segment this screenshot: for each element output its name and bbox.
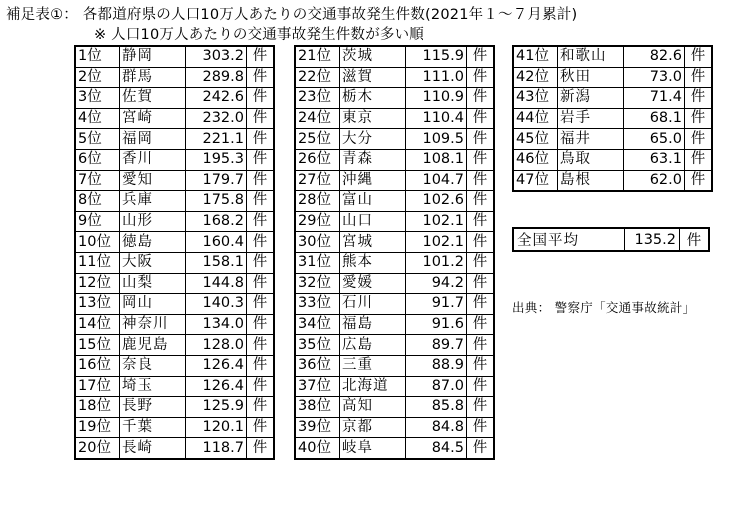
prefecture-cell: 岐阜 xyxy=(340,438,406,459)
prefecture-cell: 兵庫 xyxy=(120,191,186,212)
value-cell: 158.1 xyxy=(186,252,247,273)
table-row xyxy=(75,88,274,109)
prefecture-cell: 岡山 xyxy=(120,294,186,315)
table-row xyxy=(75,397,274,418)
value-cell: 88.9 xyxy=(406,355,467,376)
value-cell: 102.6 xyxy=(406,191,467,212)
rank-cell: 13位 xyxy=(75,294,120,315)
rank-cell: 30位 xyxy=(295,232,340,253)
rank-cell: 25位 xyxy=(295,129,340,150)
prefecture-cell: 富山 xyxy=(340,191,406,212)
value-cell: 68.1 xyxy=(624,108,685,129)
prefecture-cell: 三重 xyxy=(340,355,406,376)
rank-cell: 15位 xyxy=(75,335,120,356)
national-average-table xyxy=(512,227,710,252)
value-cell: 125.9 xyxy=(186,397,247,418)
value-cell: 126.4 xyxy=(186,355,247,376)
unit-cell: 件 xyxy=(247,232,275,253)
table-row xyxy=(75,211,274,232)
table-row xyxy=(75,108,274,129)
unit-cell: 件 xyxy=(685,170,713,191)
rank-cell: 33位 xyxy=(295,294,340,315)
prefecture-cell: 茨城 xyxy=(340,46,406,67)
table-row xyxy=(513,129,712,150)
rank-cell: 9位 xyxy=(75,211,120,232)
source-note: 出典： 警察庁「交通事故統計」 xyxy=(512,300,696,315)
value-cell: 144.8 xyxy=(186,273,247,294)
rank-cell: 11位 xyxy=(75,252,120,273)
table-row xyxy=(513,149,712,170)
table-row xyxy=(513,88,712,109)
prefecture-cell: 福井 xyxy=(558,129,624,150)
table-row xyxy=(75,314,274,335)
rank-cell: 40位 xyxy=(295,438,340,459)
table-row xyxy=(75,438,274,459)
prefecture-cell: 京都 xyxy=(340,417,406,438)
prefecture-cell: 佐賀 xyxy=(120,88,186,109)
unit-cell: 件 xyxy=(247,252,275,273)
rank-cell: 31位 xyxy=(295,252,340,273)
unit-cell: 件 xyxy=(467,108,495,129)
table-row xyxy=(295,191,494,212)
rank-cell: 35位 xyxy=(295,335,340,356)
table-row xyxy=(295,232,494,253)
value-cell: 110.4 xyxy=(406,108,467,129)
value-cell: 63.1 xyxy=(624,149,685,170)
value-cell: 84.8 xyxy=(406,417,467,438)
rank-cell: 44位 xyxy=(513,108,558,129)
prefecture-cell: 新潟 xyxy=(558,88,624,109)
value-cell: 108.1 xyxy=(406,149,467,170)
rank-cell: 16位 xyxy=(75,355,120,376)
unit-cell: 件 xyxy=(467,46,495,67)
value-cell: 232.0 xyxy=(186,108,247,129)
prefecture-cell: 大阪 xyxy=(120,252,186,273)
prefecture-cell: 山梨 xyxy=(120,273,186,294)
unit-cell: 件 xyxy=(247,88,275,109)
prefecture-cell: 岩手 xyxy=(558,108,624,129)
national-average-label: 全国平均 xyxy=(513,228,625,251)
rank-cell: 34位 xyxy=(295,314,340,335)
rank-cell: 10位 xyxy=(75,232,120,253)
unit-cell: 件 xyxy=(467,252,495,273)
ranking-table-column-3 xyxy=(512,45,713,192)
value-cell: 84.5 xyxy=(431,439,464,456)
rank-cell: 45位 xyxy=(513,129,558,150)
value-cell: 140.3 xyxy=(186,294,247,315)
unit-cell: 件 xyxy=(247,108,275,129)
value-cell: 65.0 xyxy=(624,129,685,150)
unit-cell: 件 xyxy=(467,314,495,335)
prefecture-cell: 愛媛 xyxy=(340,273,406,294)
value-cell: 118.7 xyxy=(202,439,244,456)
unit-cell: 件 xyxy=(247,211,275,232)
unit-cell: 件 xyxy=(467,129,495,150)
value-cell: 104.7 xyxy=(406,170,467,191)
prefecture-cell: 宮崎 xyxy=(120,108,186,129)
prefecture-cell: 栃木 xyxy=(340,88,406,109)
unit-cell: 件 xyxy=(467,67,495,88)
rank-cell: 32位 xyxy=(295,273,340,294)
unit-cell: 件 xyxy=(247,149,275,170)
rank-cell: 17位 xyxy=(75,376,120,397)
national-average-row xyxy=(513,228,709,251)
rank-cell: 18位 xyxy=(75,397,120,418)
prefecture-cell: 青森 xyxy=(340,149,406,170)
table-row xyxy=(295,376,494,397)
prefecture-cell: 宮城 xyxy=(340,232,406,253)
rank-cell: 28位 xyxy=(295,191,340,212)
value-cell: 82.6 xyxy=(624,46,685,67)
value-cell: 120.1 xyxy=(186,417,247,438)
prefecture-cell: 沖縄 xyxy=(340,170,406,191)
table-row xyxy=(295,438,494,459)
value-cell: 102.1 xyxy=(406,211,467,232)
table-row xyxy=(295,417,494,438)
rank-cell: 24位 xyxy=(295,108,340,129)
value-cell: 128.0 xyxy=(186,335,247,356)
value-cell: 179.7 xyxy=(186,170,247,191)
unit-cell: 件 xyxy=(467,335,495,356)
table-row xyxy=(295,211,494,232)
national-average-value: 135.2 xyxy=(634,231,676,248)
value-cell: 85.8 xyxy=(406,397,467,418)
unit-cell: 件 xyxy=(247,355,275,376)
rank-cell: 12位 xyxy=(75,273,120,294)
table-row xyxy=(75,252,274,273)
prefecture-cell: 山口 xyxy=(340,211,406,232)
unit-cell: 件 xyxy=(467,273,495,294)
rank-cell: 42位 xyxy=(513,67,558,88)
unit-cell: 件 xyxy=(247,314,275,335)
unit-cell: 件 xyxy=(467,376,495,397)
ranking-table-column-1 xyxy=(74,45,275,460)
value-cell: 110.9 xyxy=(406,88,467,109)
table-row xyxy=(513,46,712,67)
value-cell: 101.2 xyxy=(406,252,467,273)
rank-cell: 23位 xyxy=(295,88,340,109)
prefecture-cell: 長崎 xyxy=(120,438,186,459)
unit-cell: 件 xyxy=(247,67,275,88)
table-row xyxy=(75,376,274,397)
table-row xyxy=(75,191,274,212)
table-row xyxy=(513,170,712,191)
unit-cell: 件 xyxy=(247,417,275,438)
table-row xyxy=(295,252,494,273)
prefecture-cell: 埼玉 xyxy=(120,376,186,397)
unit-cell: 件 xyxy=(685,149,713,170)
unit-cell: 件 xyxy=(247,294,275,315)
unit-cell: 件 xyxy=(685,129,713,150)
prefecture-cell: 高知 xyxy=(340,397,406,418)
rank-cell: 22位 xyxy=(295,67,340,88)
unit-cell: 件 xyxy=(467,88,495,109)
table-row xyxy=(75,67,274,88)
unit-cell: 件 xyxy=(247,129,275,150)
rank-cell: 20位 xyxy=(75,438,120,459)
table-row xyxy=(75,273,274,294)
table-row xyxy=(75,417,274,438)
prefecture-cell: 鹿児島 xyxy=(120,335,186,356)
prefecture-cell: 大分 xyxy=(340,129,406,150)
ranking-table-column-2 xyxy=(294,45,495,460)
table-row xyxy=(75,129,274,150)
table-row xyxy=(295,273,494,294)
value-cell: 91.7 xyxy=(406,294,467,315)
prefecture-cell: 長野 xyxy=(120,397,186,418)
prefecture-cell: 群馬 xyxy=(120,67,186,88)
table-row xyxy=(513,67,712,88)
prefecture-cell: 和歌山 xyxy=(558,46,624,67)
table-row xyxy=(295,46,494,67)
unit-cell: 件 xyxy=(685,67,713,88)
table-subtitle: ※ 人口10万人あたりの交通事故発生件数が多い順 xyxy=(94,27,425,43)
table-row xyxy=(295,170,494,191)
unit-cell: 件 xyxy=(467,191,495,212)
table-row xyxy=(75,149,274,170)
prefecture-cell: 秋田 xyxy=(558,67,624,88)
prefecture-cell: 北海道 xyxy=(340,376,406,397)
rank-cell: 6位 xyxy=(75,149,120,170)
value-cell: 87.0 xyxy=(406,376,467,397)
table-row xyxy=(295,355,494,376)
rank-cell: 4位 xyxy=(75,108,120,129)
prefecture-cell: 愛知 xyxy=(120,170,186,191)
rank-cell: 39位 xyxy=(295,417,340,438)
unit-cell: 件 xyxy=(467,232,495,253)
rank-cell: 21位 xyxy=(295,46,340,67)
prefecture-cell: 石川 xyxy=(340,294,406,315)
table-row xyxy=(295,67,494,88)
table-row xyxy=(513,108,712,129)
prefecture-cell: 広島 xyxy=(340,335,406,356)
unit-cell: 件 xyxy=(467,294,495,315)
prefecture-cell: 香川 xyxy=(120,149,186,170)
value-cell: 94.2 xyxy=(406,273,467,294)
unit-cell: 件 xyxy=(467,149,495,170)
rank-cell: 8位 xyxy=(75,191,120,212)
value-cell: 102.1 xyxy=(406,232,467,253)
table-row xyxy=(295,88,494,109)
value-cell: 89.7 xyxy=(406,335,467,356)
unit-cell: 件 xyxy=(467,211,495,232)
unit-cell: 件 xyxy=(467,438,495,459)
prefecture-cell: 福島 xyxy=(340,314,406,335)
table-row xyxy=(295,108,494,129)
national-average-unit: 件 xyxy=(680,228,710,251)
table-row xyxy=(295,129,494,150)
table-row xyxy=(75,355,274,376)
unit-cell: 件 xyxy=(467,397,495,418)
value-cell: 111.0 xyxy=(406,67,467,88)
table-row xyxy=(295,294,494,315)
unit-cell: 件 xyxy=(247,170,275,191)
unit-cell: 件 xyxy=(467,170,495,191)
table-row xyxy=(75,294,274,315)
table-row xyxy=(75,46,274,67)
unit-cell: 件 xyxy=(247,397,275,418)
prefecture-cell: 徳島 xyxy=(120,232,186,253)
value-cell: 73.0 xyxy=(624,67,685,88)
rank-cell: 5位 xyxy=(75,129,120,150)
value-cell: 242.6 xyxy=(186,88,247,109)
value-cell: 168.2 xyxy=(186,211,247,232)
prefecture-cell: 千葉 xyxy=(120,417,186,438)
prefecture-cell: 鳥取 xyxy=(558,149,624,170)
table-row xyxy=(295,397,494,418)
prefecture-cell: 東京 xyxy=(340,108,406,129)
value-cell: 62.0 xyxy=(649,171,682,188)
prefecture-cell: 奈良 xyxy=(120,355,186,376)
prefecture-cell: 神奈川 xyxy=(120,314,186,335)
rank-cell: 29位 xyxy=(295,211,340,232)
prefecture-cell: 熊本 xyxy=(340,252,406,273)
prefecture-cell: 福岡 xyxy=(120,129,186,150)
table-title: 補足表①： 各都道府県の人口10万人あたりの交通事故発生件数(2021年１～７月累計) xyxy=(6,7,578,23)
unit-cell: 件 xyxy=(685,88,713,109)
table-row xyxy=(295,149,494,170)
rank-cell: 36位 xyxy=(295,355,340,376)
prefecture-cell: 山形 xyxy=(120,211,186,232)
table-row xyxy=(75,170,274,191)
value-cell: 91.6 xyxy=(406,314,467,335)
unit-cell: 件 xyxy=(247,335,275,356)
value-cell: 175.8 xyxy=(186,191,247,212)
value-cell: 221.1 xyxy=(186,129,247,150)
table-row xyxy=(75,335,274,356)
rank-cell: 27位 xyxy=(295,170,340,191)
table-row xyxy=(75,232,274,253)
unit-cell: 件 xyxy=(247,46,275,67)
value-cell: 289.8 xyxy=(186,67,247,88)
rank-cell: 7位 xyxy=(75,170,120,191)
rank-cell: 2位 xyxy=(75,67,120,88)
value-cell: 303.2 xyxy=(186,46,247,67)
unit-cell: 件 xyxy=(247,273,275,294)
value-cell: 160.4 xyxy=(186,232,247,253)
value-cell: 109.5 xyxy=(406,129,467,150)
rank-cell: 37位 xyxy=(295,376,340,397)
rank-cell: 47位 xyxy=(513,170,558,191)
unit-cell: 件 xyxy=(247,438,275,459)
value-cell: 195.3 xyxy=(186,149,247,170)
rank-cell: 43位 xyxy=(513,88,558,109)
prefecture-cell: 静岡 xyxy=(120,46,186,67)
rank-cell: 3位 xyxy=(75,88,120,109)
unit-cell: 件 xyxy=(685,108,713,129)
rank-cell: 14位 xyxy=(75,314,120,335)
value-cell: 134.0 xyxy=(186,314,247,335)
table-row xyxy=(295,314,494,335)
prefecture-cell: 島根 xyxy=(558,170,624,191)
rank-cell: 41位 xyxy=(513,46,558,67)
value-cell: 115.9 xyxy=(406,46,467,67)
rank-cell: 46位 xyxy=(513,149,558,170)
value-cell: 126.4 xyxy=(186,376,247,397)
rank-cell: 19位 xyxy=(75,417,120,438)
rank-cell: 1位 xyxy=(75,46,120,67)
prefecture-cell: 滋賀 xyxy=(340,67,406,88)
unit-cell: 件 xyxy=(467,417,495,438)
table-row xyxy=(295,335,494,356)
unit-cell: 件 xyxy=(247,191,275,212)
unit-cell: 件 xyxy=(247,376,275,397)
rank-cell: 38位 xyxy=(295,397,340,418)
unit-cell: 件 xyxy=(467,355,495,376)
value-cell: 71.4 xyxy=(624,88,685,109)
rank-cell: 26位 xyxy=(295,149,340,170)
unit-cell: 件 xyxy=(685,46,713,67)
